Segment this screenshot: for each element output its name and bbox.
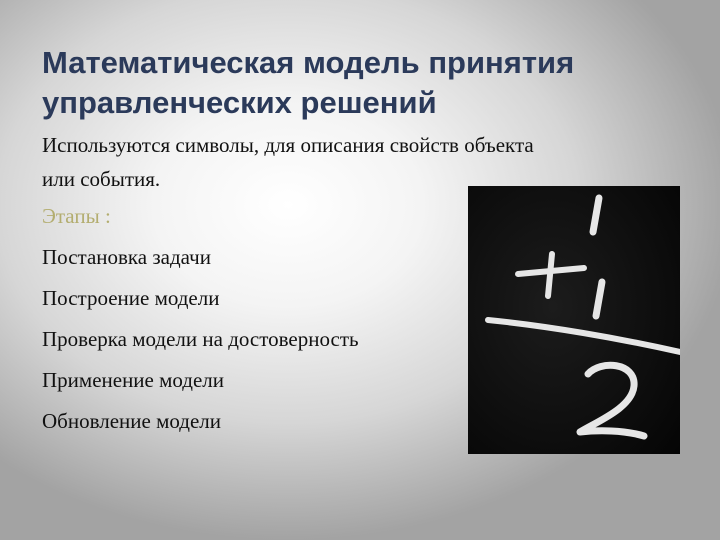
stage-item: Проверка модели на достоверность (42, 327, 359, 351)
intro-line-2: или события. (42, 167, 161, 191)
intro-line-1: Используются символы, для описания свойств объекта (42, 133, 534, 157)
stage-item: Постановка задачи (42, 245, 211, 269)
slide-title (42, 43, 682, 123)
title-line-1: Математическая модель принятия (42, 44, 575, 80)
stage-item: Применение модели (42, 368, 225, 392)
stage-item: Построение модели (42, 286, 220, 310)
title-line-2: управленческих решений (42, 84, 437, 120)
stage-item: Обновление модели (42, 409, 221, 433)
chalkboard-math-photo (468, 186, 680, 454)
chalkboard-drawing (468, 186, 680, 454)
chalk-plus-vertical (548, 254, 552, 296)
stages-heading: Этапы : (42, 204, 111, 228)
